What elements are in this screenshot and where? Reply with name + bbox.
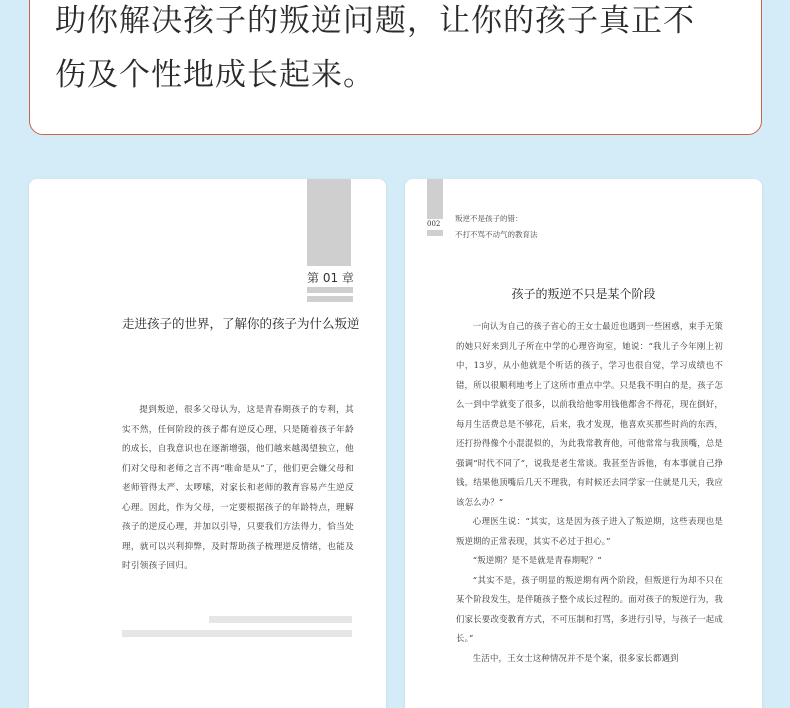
section-body [456,317,723,668]
body-paragraph: 生活中，王女士这种情况并不是个案，很多家长都遇到 [472,652,679,663]
intro-paragraph: 提到叛逆，很多父母认为，这是青春期孩子的专利，其实不然，任何阶段的孩子都有逆反心理，只是随着孩子年龄的成长，自我意识也在逐渐增强，他们越来越渴望独立，他们对父母和老师之言不再“唯命是从”了，他们更会嫌父母和老师管得太严、太啰嗦，对家长和老师的教育容易产生逆反心理。因此，作为父母，一定要根据孩子的年龄特点，理解孩子的逆反心理，并加以引导，只要我们方法得力，恰当处理，就可以兴利抑弊，及时帮助孩子梳理逆反情绪，也能及时引领孩子回归。 [122,405,354,571]
banner-line-2: 伤及个性地成长起来。 [55,57,375,93]
chapter-number: 第 01 章 [307,271,354,285]
footer-bar [122,630,352,637]
running-head-subtitle: 不打不骂不动气的教育法 [455,230,538,239]
running-head-title: 叛逆不是孩子的错： [455,214,523,223]
left-page [29,179,386,708]
body-paragraph: “其实不是，孩子明显的叛逆期有两个阶段，但叛逆行为却不只在某个阶段发生，是伴随孩子整个成长过程的。面对孩子的叛逆行为，我们家长要改变教育方式，不可压制和打骂，多进行引导，与孩子一起成长。” [456,574,723,643]
section-title: 孩子的叛逆不只是某个阶段 [511,287,656,301]
chapter-title: 走进孩子的世界，了解你的孩子为什么叛逆 [122,316,360,331]
footer-bar [209,616,352,623]
page-tab [427,179,443,219]
body-paragraph: 一向认为自己的孩子省心的王女士最近也遇到一些困惑，束手无策的她只好来到儿子所在中学的心理咨询室，她说：“我儿子今年刚上初中，13岁，从小他就是个听话的孩子，学习也很自觉，学习成绩也不错，所以很顺利地考上了这所市重点中学。只是我不明白的是，孩子怎么一到中学就变了很多，以前我给他零用钱他都舍不得花，现在倒好，每月生活费总是不够花，后来，我才发现，他喜欢买那些时尚的东西，还打扮得像个小混混似的，为此我常教育他，可他常常与我顶嘴，总是强调“时代不同了”，说我是老生常谈。我甚至告诉他，有本事就自己挣钱，结果他顶嘴后几天不理我，有时候还去同学家一住就是几天，我应该怎么办？” [456,321,723,507]
banner [29,0,762,135]
chapter-tab [307,179,351,266]
body-paragraph: 心理医生说：“其实，这是因为孩子进入了叛逆期，这些表现也是叛逆期的正常表现，其实不必过于担心。” [456,516,723,546]
chapter-intro [122,401,354,577]
chapter-rule [307,296,353,302]
page-number: 002 [427,220,441,228]
body-paragraph: “叛逆期？是不是就是青春期呢？” [472,555,602,565]
page-tab-rule [427,230,443,236]
banner-line-1: 助你解决孩子的叛逆问题，让你的孩子真正不 [55,3,695,39]
chapter-rule [307,287,353,293]
right-page [405,179,762,708]
